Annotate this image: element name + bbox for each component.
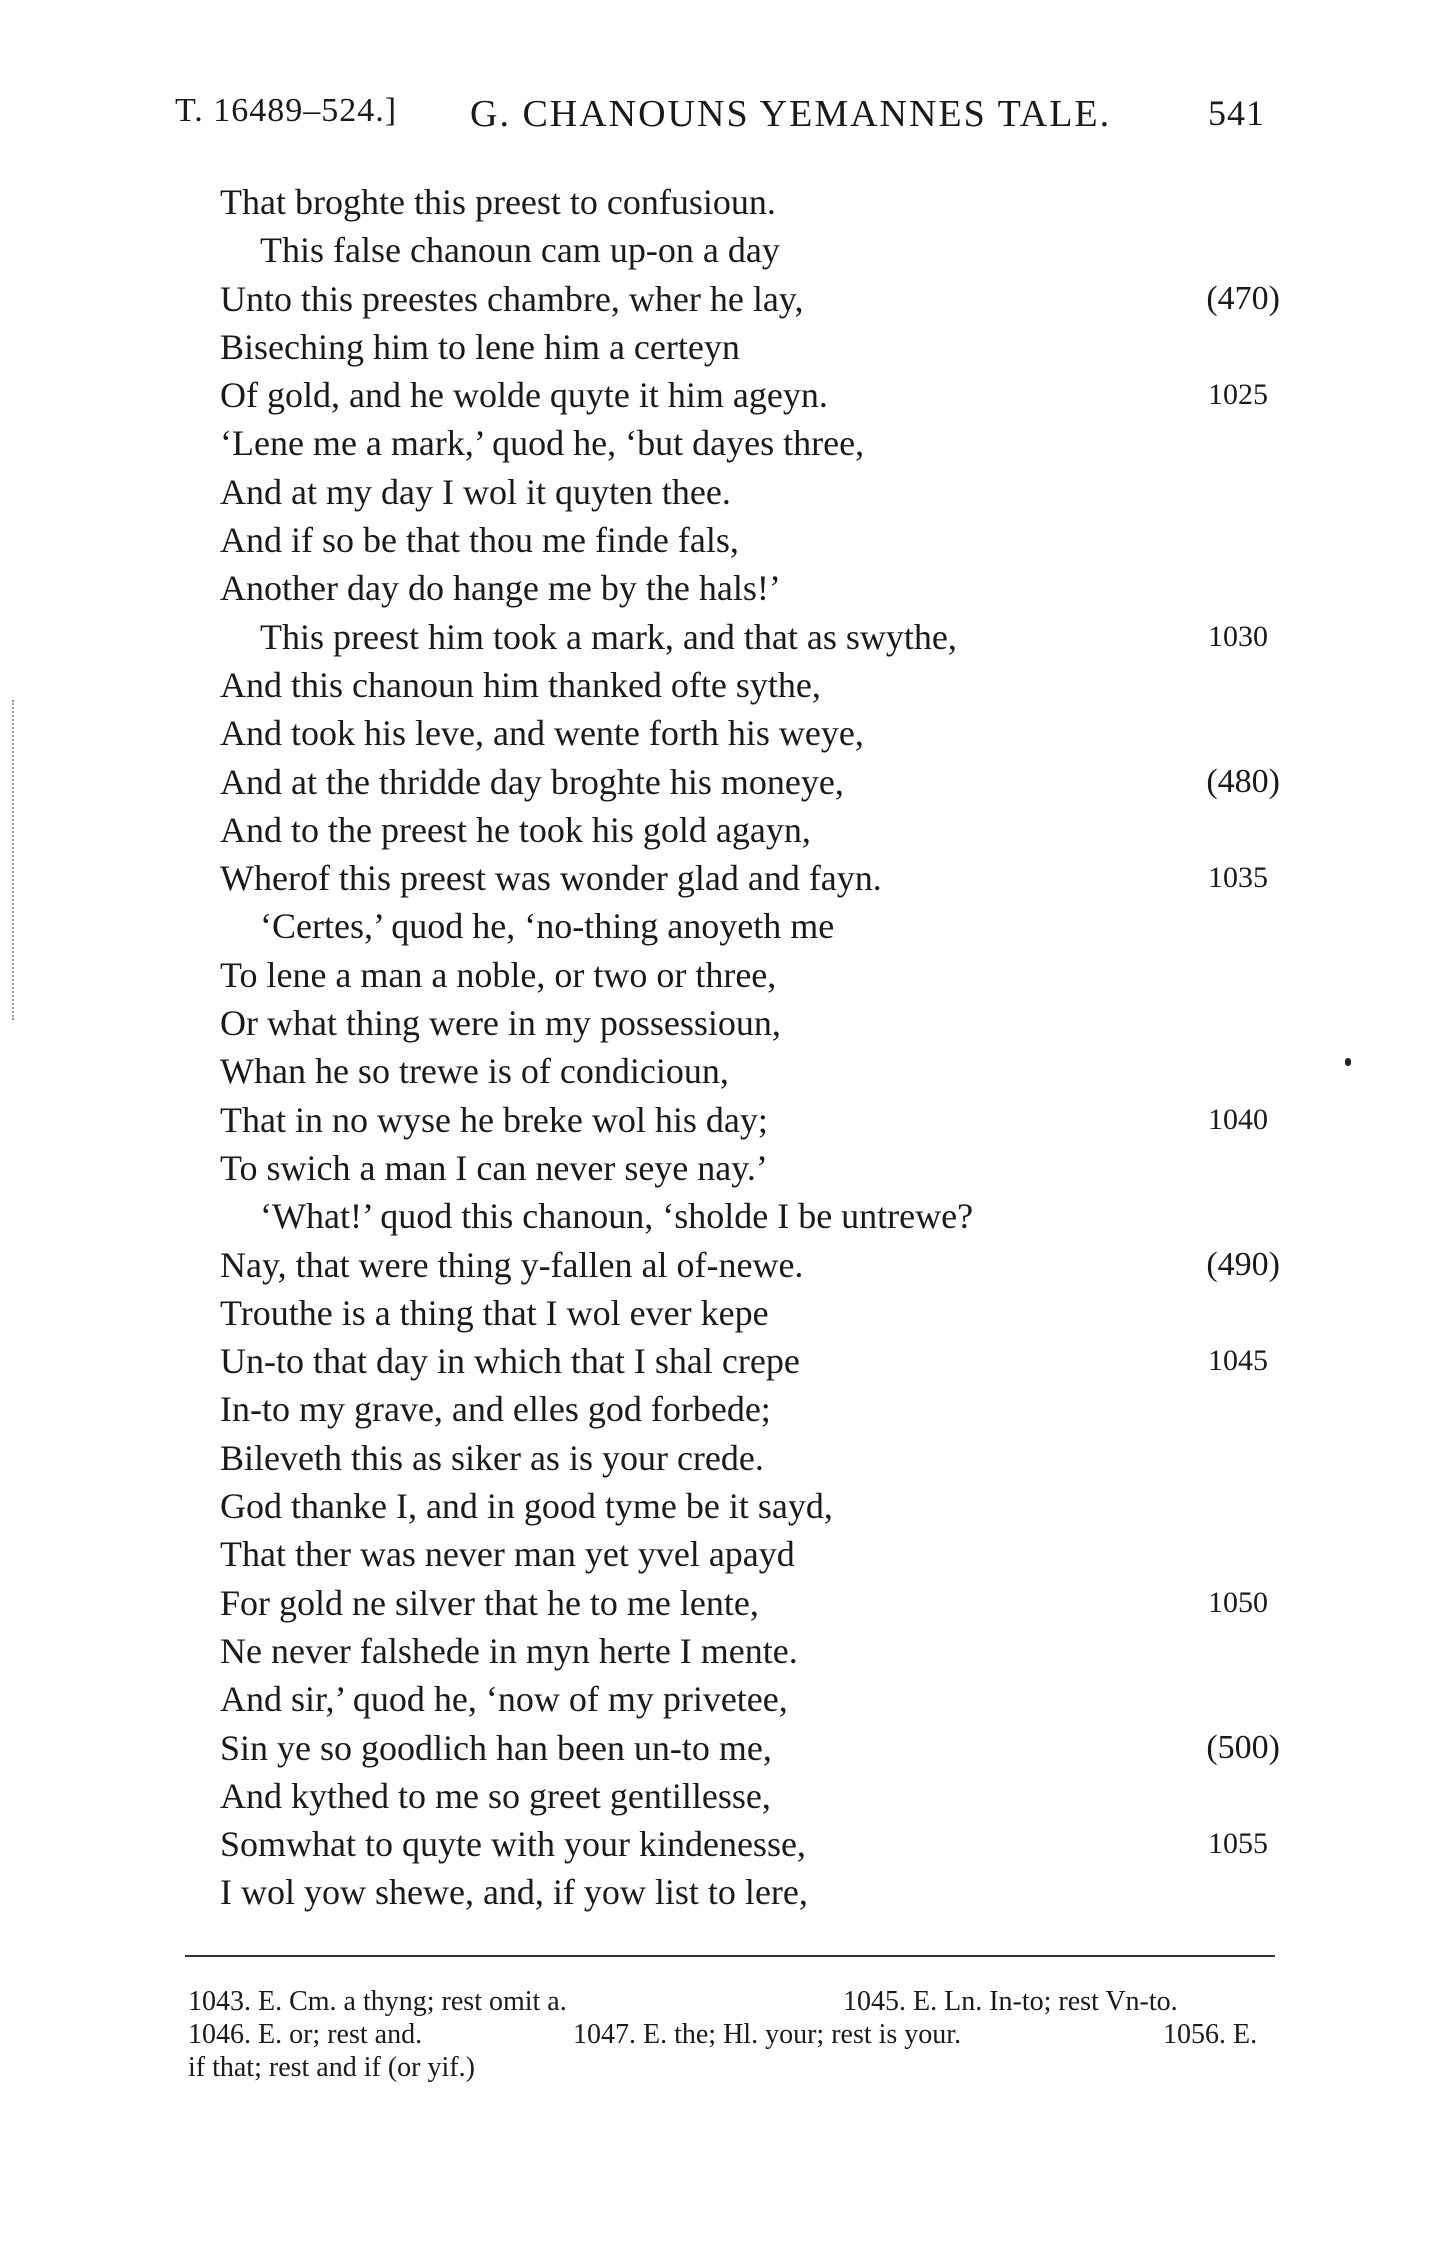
verse-line xyxy=(220,999,1280,1047)
verse-text: ‘Certes,’ quod he, ‘no-thing anoyeth me xyxy=(260,906,835,947)
verse-text: For gold ne silver that he to me lente, xyxy=(220,1582,759,1623)
verse-line xyxy=(220,1096,1280,1144)
verse-text: Another day do hange me by the hals!’ xyxy=(220,568,781,609)
verse-line xyxy=(220,1289,1280,1337)
page-number: 541 xyxy=(1208,93,1265,133)
verse-line xyxy=(220,1530,1280,1578)
verse-text: And sir,’ quod he, ‘now of my privetee, xyxy=(220,1679,788,1720)
verse-text: Of gold, and he wolde quyte it him ageyn. xyxy=(220,375,828,416)
verse-text: Or what thing were in my possessioun, xyxy=(220,1003,781,1044)
footnote: if that; rest and if (or yif.) xyxy=(188,2052,475,2083)
verse-text: Unto this preestes chambre, wher he lay, xyxy=(220,278,804,319)
line-number: 1025 xyxy=(1208,378,1268,412)
verse-text: I wol yow shewe, and, if yow list to lere, xyxy=(220,1872,808,1913)
footnote: 1043. E. Cm. a thyng; rest omit a. xyxy=(188,1986,567,2017)
footnote-divider xyxy=(185,1955,1275,1957)
verse-line xyxy=(220,613,1280,661)
verse-line xyxy=(220,1047,1280,1095)
verse-text: Ne never falshede in myn herte I mente. xyxy=(220,1630,798,1671)
line-number: 1055 xyxy=(1208,1827,1268,1861)
line-number: (490) xyxy=(1206,1245,1280,1283)
verse-text: And took his leve, and wente forth his weye, xyxy=(220,713,864,754)
verse-line xyxy=(220,419,1280,467)
footnotes xyxy=(188,1985,1278,2084)
verse-text: Sin ye so goodlich han been un-to me, xyxy=(220,1727,772,1768)
footnote: 1056. E. xyxy=(1163,2019,1258,2050)
line-number: 1050 xyxy=(1208,1585,1268,1619)
verse-text: And to the preest he took his gold agayn, xyxy=(220,809,811,850)
margin-scan-mark xyxy=(12,700,18,1020)
verse-line xyxy=(220,178,1280,226)
verse-text: Bileveth this as siker as is your crede. xyxy=(220,1437,764,1478)
verse-text: And at my day I wol it quyten thee. xyxy=(220,471,731,512)
verse-text: And kythed to me so greet gentillesse, xyxy=(220,1775,771,1816)
verse-text: And if so be that thou me finde fals, xyxy=(220,520,739,561)
verse-text: In-to my grave, and elles god forbede; xyxy=(220,1389,771,1430)
verse-text: To lene a man a noble, or two or three, xyxy=(220,954,777,995)
verse-line xyxy=(220,661,1280,709)
verse-text: Nay, that were thing y-fallen al of-newe. xyxy=(220,1244,804,1285)
verse-line xyxy=(220,806,1280,854)
verse-line xyxy=(220,1724,1280,1772)
verse-line xyxy=(220,1675,1280,1723)
verse-text: Somwhat to quyte with your kindenesse, xyxy=(220,1824,806,1865)
verse-text: ‘What!’ quod this chanoun, ‘sholde I be untrewe? xyxy=(260,1196,974,1237)
footnote-row xyxy=(188,1985,1278,2018)
verse-line xyxy=(220,1868,1280,1916)
verse-line xyxy=(220,758,1280,806)
line-number: 1040 xyxy=(1208,1102,1268,1136)
verse-text: Biseching him to lene him a certeyn xyxy=(220,326,740,367)
verse-text: To swich a man I can never seye nay.’ xyxy=(220,1147,768,1188)
ink-speck xyxy=(1345,1058,1351,1066)
verse-text: Wherof this preest was wonder glad and fayn. xyxy=(220,858,882,899)
verse-text: And this chanoun him thanked ofte sythe, xyxy=(220,664,821,705)
line-number: (470) xyxy=(1206,279,1280,317)
footnote: 1045. E. Ln. In-to; rest Vn-to. xyxy=(843,1986,1178,2017)
verse-line xyxy=(220,226,1280,274)
verse-text: That in no wyse he breke wol his day; xyxy=(220,1099,768,1140)
verse-line xyxy=(220,564,1280,612)
verse-line xyxy=(220,1385,1280,1433)
verse-line xyxy=(220,371,1280,419)
verse-text: Trouthe is a thing that I wol ever kepe xyxy=(220,1292,769,1333)
verse-line xyxy=(220,1482,1280,1530)
verse-text: ‘Lene me a mark,’ quod he, ‘but dayes three, xyxy=(220,423,865,464)
footnote: 1046. E. or; rest and. xyxy=(188,2019,423,2050)
running-header xyxy=(175,92,1265,142)
verse-line xyxy=(220,1337,1280,1385)
verse-text: Whan he so trewe is of condicioun, xyxy=(220,1051,729,1092)
verse-line xyxy=(220,951,1280,999)
line-number: 1035 xyxy=(1208,861,1268,895)
line-reference: T. 16489–524.] xyxy=(175,92,398,129)
line-number: 1045 xyxy=(1208,1344,1268,1378)
verse-text: That broghte this preest to confusioun. xyxy=(220,182,776,222)
verse-text: This false chanoun cam up-on a day xyxy=(260,230,780,271)
verse-line xyxy=(220,468,1280,516)
verse-line xyxy=(220,902,1280,950)
verse-body xyxy=(220,178,1280,1917)
verse-text: God thanke I, and in good tyme be it sayd, xyxy=(220,1486,833,1527)
verse-line xyxy=(220,1192,1280,1240)
footnote: 1047. E. the; Hl. your; rest is your. xyxy=(573,2019,962,2050)
verse-line xyxy=(220,1820,1280,1868)
line-number: 1030 xyxy=(1208,619,1268,653)
line-number: (500) xyxy=(1206,1728,1280,1766)
verse-line xyxy=(220,1627,1280,1675)
verse-line xyxy=(220,1579,1280,1627)
verse-line xyxy=(220,1144,1280,1192)
verse-line xyxy=(220,275,1280,323)
line-number: (480) xyxy=(1206,762,1280,800)
verse-text: And at the thridde day broghte his moneye, xyxy=(220,761,844,802)
footnote-row xyxy=(188,2018,1278,2051)
verse-text: This preest him took a mark, and that as swythe, xyxy=(260,616,957,657)
verse-line xyxy=(220,516,1280,564)
verse-line xyxy=(220,1434,1280,1482)
verse-line xyxy=(220,1772,1280,1820)
footnote-row xyxy=(188,2051,1278,2084)
verse-line xyxy=(220,709,1280,757)
verse-line xyxy=(220,854,1280,902)
verse-line xyxy=(220,1241,1280,1289)
verse-line xyxy=(220,323,1280,371)
verse-text: Un-to that day in which that I shal crepe xyxy=(220,1341,800,1382)
verse-text: That ther was never man yet yvel apayd xyxy=(220,1534,795,1575)
page-title: G. CHANOUNS YEMANNES TALE. xyxy=(470,93,1112,135)
